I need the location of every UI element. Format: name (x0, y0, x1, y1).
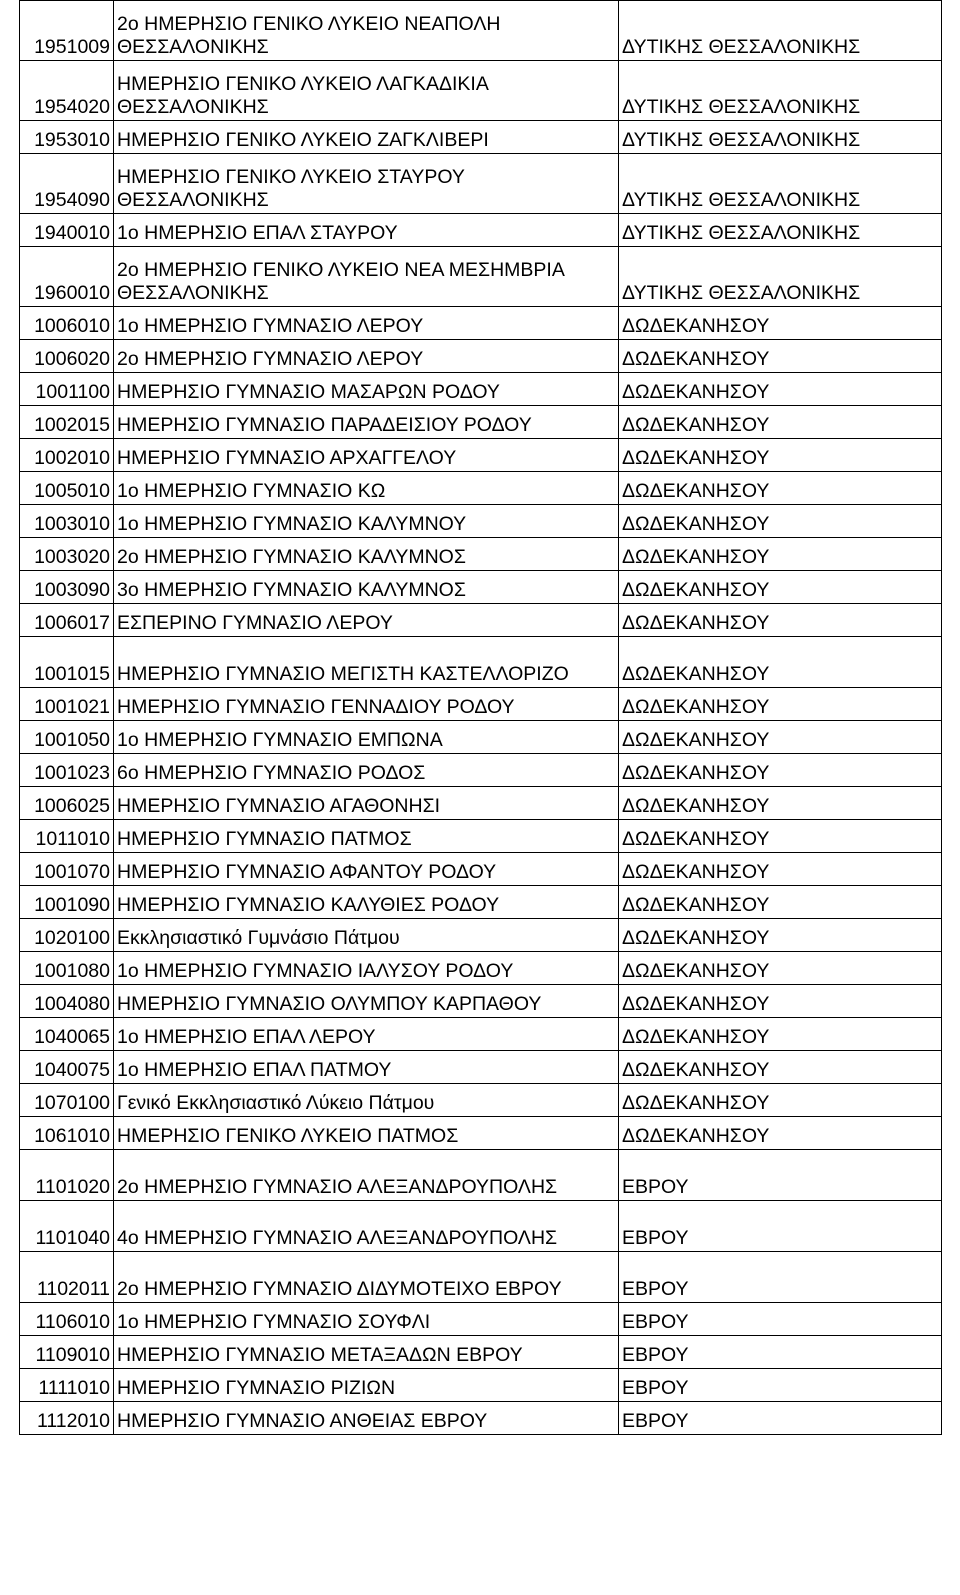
region-cell: ΔΩΔΕΚΑΝΗΣΟΥ (619, 637, 942, 688)
schools-table-body (20, 1, 942, 1435)
school-name-cell (114, 406, 619, 439)
school-name-cell (114, 1, 619, 61)
table-row (20, 1051, 942, 1084)
school-code-cell: 1001050 (20, 721, 114, 754)
region-cell: ΔΩΔΕΚΑΝΗΣΟΥ (619, 505, 942, 538)
region-cell: ΔΩΔΕΚΑΝΗΣΟΥ (619, 604, 942, 637)
region-cell: ΕΒΡΟΥ (619, 1402, 942, 1435)
region-cell: ΕΒΡΟΥ (619, 1336, 942, 1369)
table-row (20, 754, 942, 787)
table-row (20, 439, 942, 472)
school-name-text: 2ο ΗΜΕΡΗΣΙΟ ΓΥΜΝΑΣΙΟ ΛΕΡΟΥ (117, 347, 424, 370)
table-row (20, 406, 942, 439)
table-row (20, 1402, 942, 1435)
school-name-cell (114, 886, 619, 919)
school-name-text: 2ο ΗΜΕΡΗΣΙΟ ΓΕΝΙΚΟ ΛΥΚΕΙΟ ΝΕΑΠΟΛΗ ΘΕΣΣΑΛΟΝΙΚΗΣ (117, 13, 501, 58)
table-row (20, 307, 942, 340)
school-name-text: 1ο ΗΜΕΡΗΣΙΟ ΓΥΜΝΑΣΙΟ ΕΜΠΩΝΑ (117, 728, 443, 751)
school-name-text: 2ο ΗΜΕΡΗΣΙΟ ΓΥΜΝΑΣΙΟ ΑΛΕΞΑΝΔΡΟΥΠΟΛΗΣ (117, 1175, 558, 1198)
school-name-text: ΗΜΕΡΗΣΙΟ ΓΕΝΙΚΟ ΛΥΚΕΙΟ ΛΑΓΚΑΔΙΚΙΑ ΘΕΣΣΑΛΟΝΙΚΗΣ (117, 73, 489, 118)
school-name-cell (114, 919, 619, 952)
region-cell: ΔΥΤΙΚΗΣ ΘΕΣΣΑΛΟΝΙΚΗΣ (619, 247, 942, 307)
region-cell: ΔΩΔΕΚΑΝΗΣΟΥ (619, 373, 942, 406)
school-name-cell (114, 952, 619, 985)
region-cell: ΔΩΔΕΚΑΝΗΣΟΥ (619, 307, 942, 340)
school-name-text: ΗΜΕΡΗΣΙΟ ΓΥΜΝΑΣΙΟ ΓΕΝΝΑΔΙΟΥ ΡΟΔΟΥ (117, 695, 515, 718)
school-name-cell (114, 1150, 619, 1201)
school-code-cell: 1960010 (20, 247, 114, 307)
school-name-cell (114, 61, 619, 121)
table-row (20, 787, 942, 820)
region-cell: ΔΥΤΙΚΗΣ ΘΕΣΣΑΛΟΝΙΚΗΣ (619, 214, 942, 247)
school-name-cell (114, 985, 619, 1018)
school-code-cell: 1001090 (20, 886, 114, 919)
school-name-text: 2ο ΗΜΕΡΗΣΙΟ ΓΥΜΝΑΣΙΟ ΚΑΛΥΜΝΟΣ (117, 545, 466, 568)
school-name-text: Γενικό Εκκλησιαστικό Λύκειο Πάτμου (117, 1091, 435, 1114)
region-cell: ΔΩΔΕΚΑΝΗΣΟΥ (619, 538, 942, 571)
school-code-cell: 1001100 (20, 373, 114, 406)
school-name-cell (114, 604, 619, 637)
school-name-cell (114, 787, 619, 820)
table-row (20, 1252, 942, 1303)
table-row (20, 154, 942, 214)
region-cell: ΕΒΡΟΥ (619, 1369, 942, 1402)
school-code-cell: 1951009 (20, 1, 114, 61)
table-row (20, 1201, 942, 1252)
region-cell: ΔΩΔΕΚΑΝΗΣΟΥ (619, 952, 942, 985)
table-row (20, 1084, 942, 1117)
school-name-text: ΗΜΕΡΗΣΙΟ ΓΥΜΝΑΣΙΟ ΑΦΑΝΤΟΥ ΡΟΔΟΥ (117, 860, 497, 883)
school-code-cell: 1002010 (20, 439, 114, 472)
school-name-cell (114, 754, 619, 787)
school-name-cell (114, 1402, 619, 1435)
region-cell: ΔΩΔΕΚΑΝΗΣΟΥ (619, 787, 942, 820)
table-row (20, 538, 942, 571)
school-name-cell (114, 307, 619, 340)
school-code-cell: 1011010 (20, 820, 114, 853)
school-code-cell: 1109010 (20, 1336, 114, 1369)
region-cell: ΔΥΤΙΚΗΣ ΘΕΣΣΑΛΟΝΙΚΗΣ (619, 1, 942, 61)
table-row (20, 1303, 942, 1336)
school-code-cell: 1005010 (20, 472, 114, 505)
school-name-text: ΗΜΕΡΗΣΙΟ ΓΥΜΝΑΣΙΟ ΠΑΡΑΔΕΙΣΙΟΥ ΡΟΔΟΥ (117, 413, 532, 436)
school-name-cell (114, 340, 619, 373)
school-name-cell (114, 1201, 619, 1252)
school-name-text: ΗΜΕΡΗΣΙΟ ΓΥΜΝΑΣΙΟ ΜΕΤΑΞΑΔΩΝ ΕΒΡΟΥ (117, 1343, 523, 1366)
school-code-cell: 1006010 (20, 307, 114, 340)
school-code-cell: 1111010 (20, 1369, 114, 1402)
school-code-cell: 1001070 (20, 853, 114, 886)
school-name-text: 3ο ΗΜΕΡΗΣΙΟ ΓΥΜΝΑΣΙΟ ΚΑΛΥΜΝΟΣ (117, 578, 466, 601)
school-name-text: 4ο ΗΜΕΡΗΣΙΟ ΓΥΜΝΑΣΙΟ ΑΛΕΞΑΝΔΡΟΥΠΟΛΗΣ (117, 1226, 558, 1249)
school-name-text: ΕΣΠΕΡΙΝΟ ΓΥΜΝΑΣΙΟ ΛΕΡΟΥ (117, 611, 393, 634)
school-code-cell: 1001023 (20, 754, 114, 787)
table-row (20, 1018, 942, 1051)
school-code-cell: 1040065 (20, 1018, 114, 1051)
school-name-cell (114, 571, 619, 604)
school-name-text: 6ο ΗΜΕΡΗΣΙΟ ΓΥΜΝΑΣΙΟ ΡΟΔΟΣ (117, 761, 426, 784)
school-code-cell: 1101040 (20, 1201, 114, 1252)
school-code-cell: 1061010 (20, 1117, 114, 1150)
schools-table (19, 0, 942, 1435)
table-row (20, 604, 942, 637)
school-name-cell (114, 247, 619, 307)
school-name-cell (114, 373, 619, 406)
region-cell: ΔΩΔΕΚΑΝΗΣΟΥ (619, 1117, 942, 1150)
school-code-cell: 1006025 (20, 787, 114, 820)
region-cell: ΔΩΔΕΚΑΝΗΣΟΥ (619, 1018, 942, 1051)
school-name-text: 1ο ΗΜΕΡΗΣΙΟ ΓΥΜΝΑΣΙΟ ΙΑΛΥΣΟΥ ΡΟΔΟΥ (117, 959, 514, 982)
school-name-text: ΗΜΕΡΗΣΙΟ ΓΕΝΙΚΟ ΛΥΚΕΙΟ ΠΑΤΜΟΣ (117, 1124, 459, 1147)
school-code-cell: 1954020 (20, 61, 114, 121)
table-row (20, 952, 942, 985)
school-name-text: 1ο ΗΜΕΡΗΣΙΟ ΓΥΜΝΑΣΙΟ ΚΩ (117, 479, 386, 502)
school-name-cell (114, 1336, 619, 1369)
table-row (20, 214, 942, 247)
region-cell: ΔΩΔΕΚΑΝΗΣΟΥ (619, 820, 942, 853)
school-name-cell (114, 688, 619, 721)
region-cell: ΔΩΔΕΚΑΝΗΣΟΥ (619, 1084, 942, 1117)
table-row (20, 853, 942, 886)
school-name-text: ΗΜΕΡΗΣΙΟ ΓΕΝΙΚΟ ΛΥΚΕΙΟ ΣΤΑΥΡΟΥ ΘΕΣΣΑΛΟΝΙΚΗΣ (117, 166, 465, 211)
table-row (20, 373, 942, 406)
table-row (20, 1336, 942, 1369)
table-row (20, 886, 942, 919)
region-cell: ΔΩΔΕΚΑΝΗΣΟΥ (619, 406, 942, 439)
region-cell: ΔΩΔΕΚΑΝΗΣΟΥ (619, 853, 942, 886)
school-name-text: 1ο ΗΜΕΡΗΣΙΟ ΕΠΑΛ ΣΤΑΥΡΟΥ (117, 221, 398, 244)
school-name-text: Εκκλησιαστικό Γυμνάσιο Πάτμου (117, 926, 400, 949)
table-row (20, 505, 942, 538)
table-row (20, 121, 942, 154)
school-name-cell (114, 121, 619, 154)
school-code-cell: 1003090 (20, 571, 114, 604)
school-code-cell: 1101020 (20, 1150, 114, 1201)
school-code-cell: 1004080 (20, 985, 114, 1018)
school-code-cell: 1940010 (20, 214, 114, 247)
school-name-cell (114, 1369, 619, 1402)
school-name-cell (114, 1303, 619, 1336)
school-name-cell (114, 505, 619, 538)
school-name-cell (114, 1018, 619, 1051)
school-name-text: ΗΜΕΡΗΣΙΟ ΓΥΜΝΑΣΙΟ ΑΡΧΑΓΓΕΛΟΥ (117, 446, 457, 469)
school-name-text: 1ο ΗΜΕΡΗΣΙΟ ΕΠΑΛ ΛΕΡΟΥ (117, 1025, 376, 1048)
table-row (20, 820, 942, 853)
table-row (20, 721, 942, 754)
school-code-cell: 1001015 (20, 637, 114, 688)
region-cell: ΕΒΡΟΥ (619, 1252, 942, 1303)
school-name-text: 1ο ΗΜΕΡΗΣΙΟ ΓΥΜΝΑΣΙΟ ΣΟΥΦΛΙ (117, 1310, 431, 1333)
region-cell: ΕΒΡΟΥ (619, 1150, 942, 1201)
region-cell: ΕΒΡΟΥ (619, 1303, 942, 1336)
school-name-text: 1ο ΗΜΕΡΗΣΙΟ ΕΠΑΛ ΠΑΤΜΟΥ (117, 1058, 392, 1081)
school-name-cell (114, 472, 619, 505)
table-row (20, 571, 942, 604)
region-cell: ΔΩΔΕΚΑΝΗΣΟΥ (619, 688, 942, 721)
school-name-text: 1ο ΗΜΕΡΗΣΙΟ ΓΥΜΝΑΣΙΟ ΛΕΡΟΥ (117, 314, 424, 337)
school-name-text: 1ο ΗΜΕΡΗΣΙΟ ΓΥΜΝΑΣΙΟ ΚΑΛΥΜΝΟΥ (117, 512, 467, 535)
school-name-text: ΗΜΕΡΗΣΙΟ ΓΥΜΝΑΣΙΟ ΡΙΖΙΩΝ (117, 1376, 396, 1399)
table-row (20, 61, 942, 121)
school-name-text: ΗΜΕΡΗΣΙΟ ΓΥΜΝΑΣΙΟ ΜΑΣΑΡΩΝ ΡΟΔΟΥ (117, 380, 500, 403)
region-cell: ΔΥΤΙΚΗΣ ΘΕΣΣΑΛΟΝΙΚΗΣ (619, 61, 942, 121)
school-code-cell: 1006017 (20, 604, 114, 637)
table-row (20, 1369, 942, 1402)
school-code-cell: 1006020 (20, 340, 114, 373)
school-code-cell: 1001080 (20, 952, 114, 985)
school-name-text: ΗΜΕΡΗΣΙΟ ΓΥΜΝΑΣΙΟ ΑΓΑΘΟΝΗΣΙ (117, 794, 441, 817)
region-cell: ΔΩΔΕΚΑΝΗΣΟΥ (619, 721, 942, 754)
table-row (20, 247, 942, 307)
school-code-cell: 1020100 (20, 919, 114, 952)
school-code-cell: 1002015 (20, 406, 114, 439)
school-name-cell (114, 1051, 619, 1084)
school-name-cell (114, 721, 619, 754)
school-name-cell (114, 1084, 619, 1117)
school-name-text: ΗΜΕΡΗΣΙΟ ΓΕΝΙΚΟ ΛΥΚΕΙΟ ΖΑΓΚΛΙΒΕΡΙ (117, 128, 489, 151)
table-row (20, 1, 942, 61)
table-row (20, 340, 942, 373)
region-cell: ΔΩΔΕΚΑΝΗΣΟΥ (619, 472, 942, 505)
school-code-cell: 1003020 (20, 538, 114, 571)
table-row (20, 919, 942, 952)
school-name-cell (114, 1117, 619, 1150)
table-row (20, 985, 942, 1018)
school-name-cell (114, 853, 619, 886)
school-name-cell (114, 820, 619, 853)
school-name-text: 2ο ΗΜΕΡΗΣΙΟ ΓΥΜΝΑΣΙΟ ΔΙΔΥΜΟΤΕΙΧΟ ΕΒΡΟΥ (117, 1277, 562, 1300)
region-cell: ΔΩΔΕΚΑΝΗΣΟΥ (619, 919, 942, 952)
school-name-text: ΗΜΕΡΗΣΙΟ ΓΥΜΝΑΣΙΟ ΟΛΥΜΠΟΥ ΚΑΡΠΑΘΟΥ (117, 992, 542, 1015)
table-row (20, 472, 942, 505)
school-name-cell (114, 538, 619, 571)
region-cell: ΔΩΔΕΚΑΝΗΣΟΥ (619, 340, 942, 373)
school-code-cell: 1102011 (20, 1252, 114, 1303)
table-row (20, 688, 942, 721)
school-name-cell (114, 154, 619, 214)
school-code-cell: 1040075 (20, 1051, 114, 1084)
school-code-cell: 1070100 (20, 1084, 114, 1117)
school-name-cell (114, 439, 619, 472)
school-name-text: ΗΜΕΡΗΣΙΟ ΓΥΜΝΑΣΙΟ ΜΕΓΙΣΤΗ ΚΑΣΤΕΛΛΟΡΙΖΟ (117, 662, 569, 685)
region-cell: ΔΥΤΙΚΗΣ ΘΕΣΣΑΛΟΝΙΚΗΣ (619, 154, 942, 214)
region-cell: ΔΩΔΕΚΑΝΗΣΟΥ (619, 1051, 942, 1084)
table-row (20, 637, 942, 688)
region-cell: ΔΩΔΕΚΑΝΗΣΟΥ (619, 439, 942, 472)
school-code-cell: 1003010 (20, 505, 114, 538)
region-cell: ΔΩΔΕΚΑΝΗΣΟΥ (619, 985, 942, 1018)
region-cell: ΔΩΔΕΚΑΝΗΣΟΥ (619, 886, 942, 919)
school-code-cell: 1106010 (20, 1303, 114, 1336)
table-row (20, 1117, 942, 1150)
school-name-text: ΗΜΕΡΗΣΙΟ ΓΥΜΝΑΣΙΟ ΑΝΘΕΙΑΣ ΕΒΡΟΥ (117, 1409, 488, 1432)
region-cell: ΔΩΔΕΚΑΝΗΣΟΥ (619, 571, 942, 604)
region-cell: ΔΩΔΕΚΑΝΗΣΟΥ (619, 754, 942, 787)
table-row (20, 1150, 942, 1201)
school-name-text: ΗΜΕΡΗΣΙΟ ΓΥΜΝΑΣΙΟ ΚΑΛΥΘΙΕΣ ΡΟΔΟΥ (117, 893, 500, 916)
region-cell: ΕΒΡΟΥ (619, 1201, 942, 1252)
region-cell: ΔΥΤΙΚΗΣ ΘΕΣΣΑΛΟΝΙΚΗΣ (619, 121, 942, 154)
school-name-text: 2ο ΗΜΕΡΗΣΙΟ ΓΕΝΙΚΟ ΛΥΚΕΙΟ ΝΕΑ ΜΕΣΗΜΒΡΙΑ ΘΕΣΣΑΛΟΝΙΚΗΣ (117, 259, 565, 304)
school-code-cell: 1112010 (20, 1402, 114, 1435)
school-code-cell: 1954090 (20, 154, 114, 214)
school-name-text: ΗΜΕΡΗΣΙΟ ΓΥΜΝΑΣΙΟ ΠΑΤΜΟΣ (117, 827, 412, 850)
school-code-cell: 1953010 (20, 121, 114, 154)
school-name-cell (114, 1252, 619, 1303)
school-name-cell (114, 637, 619, 688)
school-code-cell: 1001021 (20, 688, 114, 721)
school-name-cell (114, 214, 619, 247)
